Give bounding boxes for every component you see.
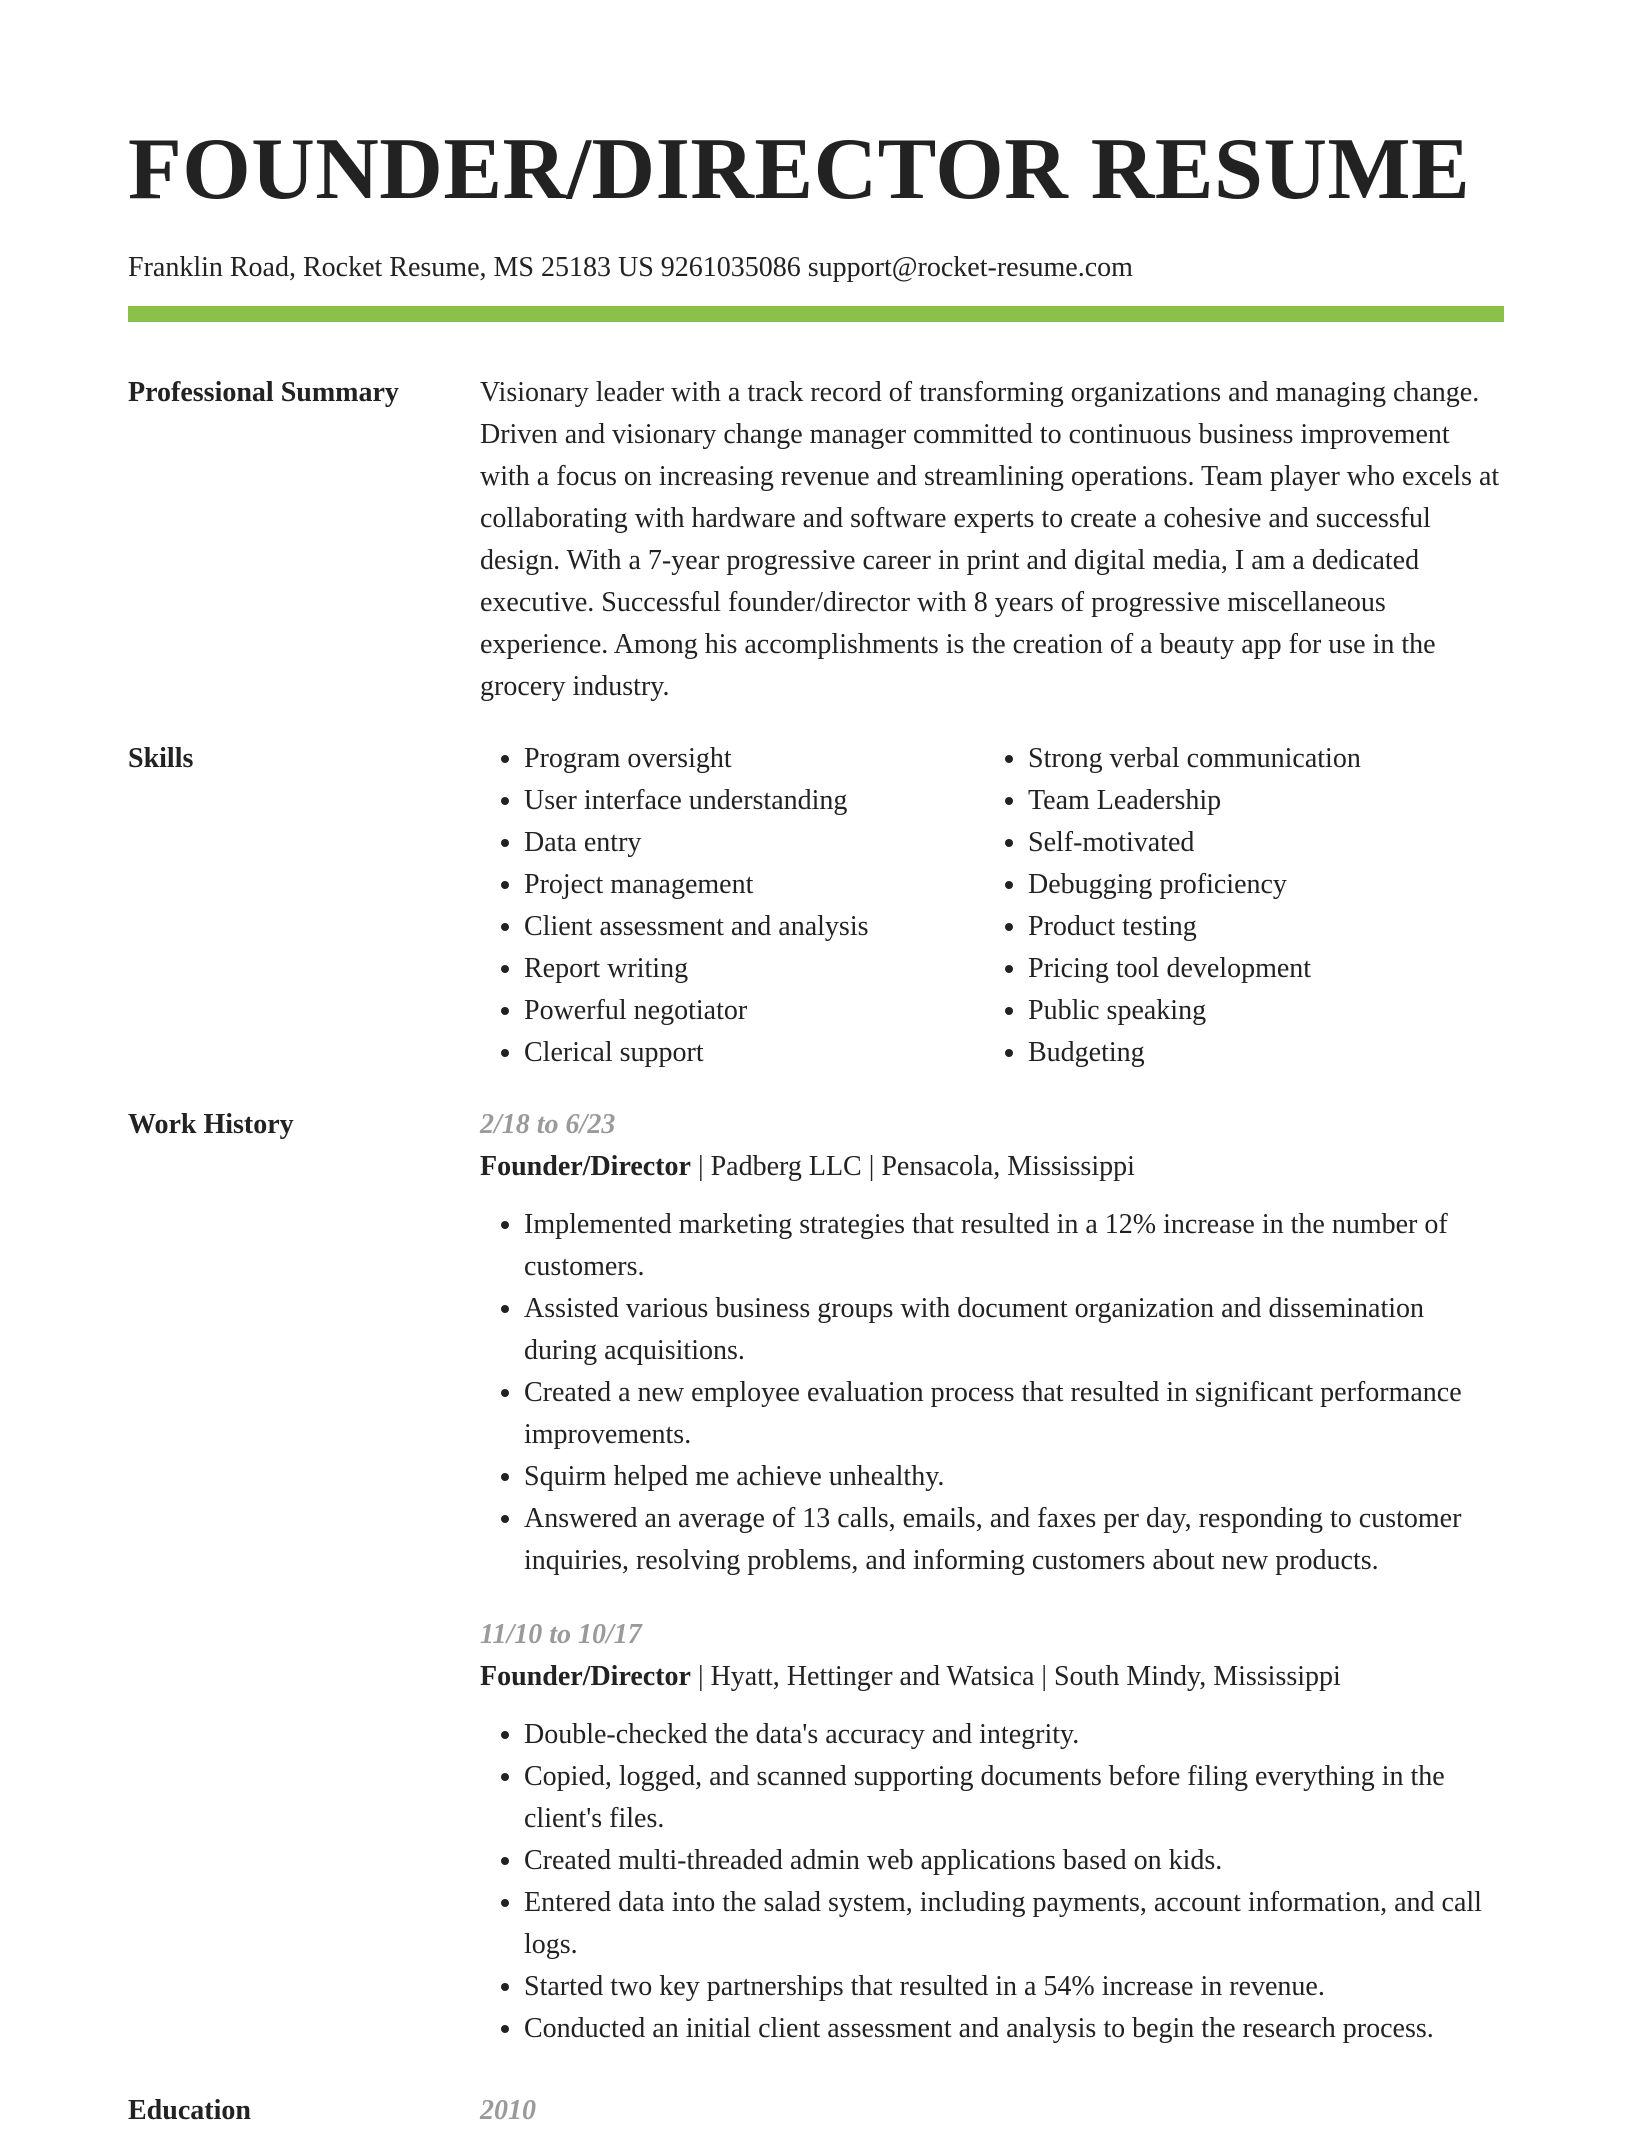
work-history-list xyxy=(480,1104,1504,2082)
job-bullet: • Answered an average of 13 calls, emails, and faxes per day, responding to customer inquiries, resolving problems, and informing customers about new products. xyxy=(524,1498,1504,1582)
skill-item: • Debugging proficiency xyxy=(1028,864,1488,906)
skill-item: • Strong verbal communication xyxy=(1028,738,1488,780)
job-title: Founder/Director xyxy=(480,1661,691,1692)
job-bullet: • Double-checked the data's accuracy and integrity. xyxy=(524,1714,1504,1756)
job-entry xyxy=(480,1104,1504,1582)
education-dates: 2010 xyxy=(480,2095,536,2126)
job-company-location: | Padberg LLC | Pensacola, Mississippi xyxy=(690,1151,1135,1182)
skills-section xyxy=(128,738,1504,1074)
skills-list-left xyxy=(480,738,984,1074)
professional-summary-section xyxy=(128,372,1504,708)
skill-item: • Report writing xyxy=(524,948,984,990)
job-heading xyxy=(480,1656,1504,1698)
section-label-skills: Skills xyxy=(128,743,194,774)
job-company-location: | Hyatt, Hettinger and Watsica | South Mindy, Mississippi xyxy=(690,1661,1341,1692)
skill-item: • Powerful negotiator xyxy=(524,990,984,1032)
skill-item: • Pricing tool development xyxy=(1028,948,1488,990)
job-bullet-list xyxy=(480,1714,1504,2050)
skill-item: • Project management xyxy=(524,864,984,906)
education-section xyxy=(128,2090,1504,2132)
contact-line: Franklin Road, Rocket Resume, MS 25183 US 9261035086 support@rocket-resume.com xyxy=(128,252,1133,283)
skill-item: • Product testing xyxy=(1028,906,1488,948)
skills-list-right xyxy=(984,738,1488,1074)
job-heading xyxy=(480,1146,1504,1188)
job-title: Founder/Director xyxy=(480,1151,691,1182)
summary-text: Visionary leader with a track record of transforming organizations and managing change. Driven and visionary change manager committed to continuous business improvement with a focus on increasing revenue and streamlining operations. Team player who excels at collaborating with hardware and software experts to create a cohesive and successful design. With a 7-year progressive career in print and digital media, I am a dedicated executive. Successful founder/director with 8 years of progressive miscellaneous experience. Among his accomplishments is the creation of a beauty app for use in the grocery industry. xyxy=(480,377,1500,702)
job-bullet-list xyxy=(480,1204,1504,1582)
job-dates: 11/10 to 10/17 xyxy=(480,1619,642,1650)
section-label-education: Education xyxy=(128,2095,251,2126)
job-bullet: • Copied, logged, and scanned supporting documents before filing everything in the client's files. xyxy=(524,1756,1504,1840)
skill-item: • Data entry xyxy=(524,822,984,864)
job-bullet: • Started two key partnerships that resulted in a 54% increase in revenue. xyxy=(524,1966,1504,2008)
skill-item: • Client assessment and analysis xyxy=(524,906,984,948)
job-bullet: • Implemented marketing strategies that resulted in a 12% increase in the number of customers. xyxy=(524,1204,1504,1288)
job-bullet: • Created a new employee evaluation process that resulted in significant performance improvements. xyxy=(524,1372,1504,1456)
job-entry xyxy=(480,1614,1504,2050)
job-dates: 2/18 to 6/23 xyxy=(480,1109,616,1140)
job-bullet: • Assisted various business groups with document organization and dissemination during acquisitions. xyxy=(524,1288,1504,1372)
section-label-work-history: Work History xyxy=(128,1109,294,1140)
accent-divider xyxy=(128,306,1504,322)
section-label-summary: Professional Summary xyxy=(128,377,399,408)
skill-item: • Team Leadership xyxy=(1028,780,1488,822)
skill-item: • Program oversight xyxy=(524,738,984,780)
job-bullet: • Squirm helped me achieve unhealthy. xyxy=(524,1456,1504,1498)
job-bullet: • Entered data into the salad system, including payments, account information, and call logs. xyxy=(524,1882,1504,1966)
skill-item: • Clerical support xyxy=(524,1032,984,1074)
job-bullet: • Created multi-threaded admin web applications based on kids. xyxy=(524,1840,1504,1882)
job-bullet: • Conducted an initial client assessment and analysis to begin the research process. xyxy=(524,2008,1504,2050)
resume-title: FOUNDER/DIRECTOR RESUME xyxy=(128,121,1471,218)
skill-item: • Self-motivated xyxy=(1028,822,1488,864)
skill-item: • Public speaking xyxy=(1028,990,1488,1032)
skill-item: • User interface understanding xyxy=(524,780,984,822)
skill-item: • Budgeting xyxy=(1028,1032,1488,1074)
work-history-section xyxy=(128,1104,1504,2082)
